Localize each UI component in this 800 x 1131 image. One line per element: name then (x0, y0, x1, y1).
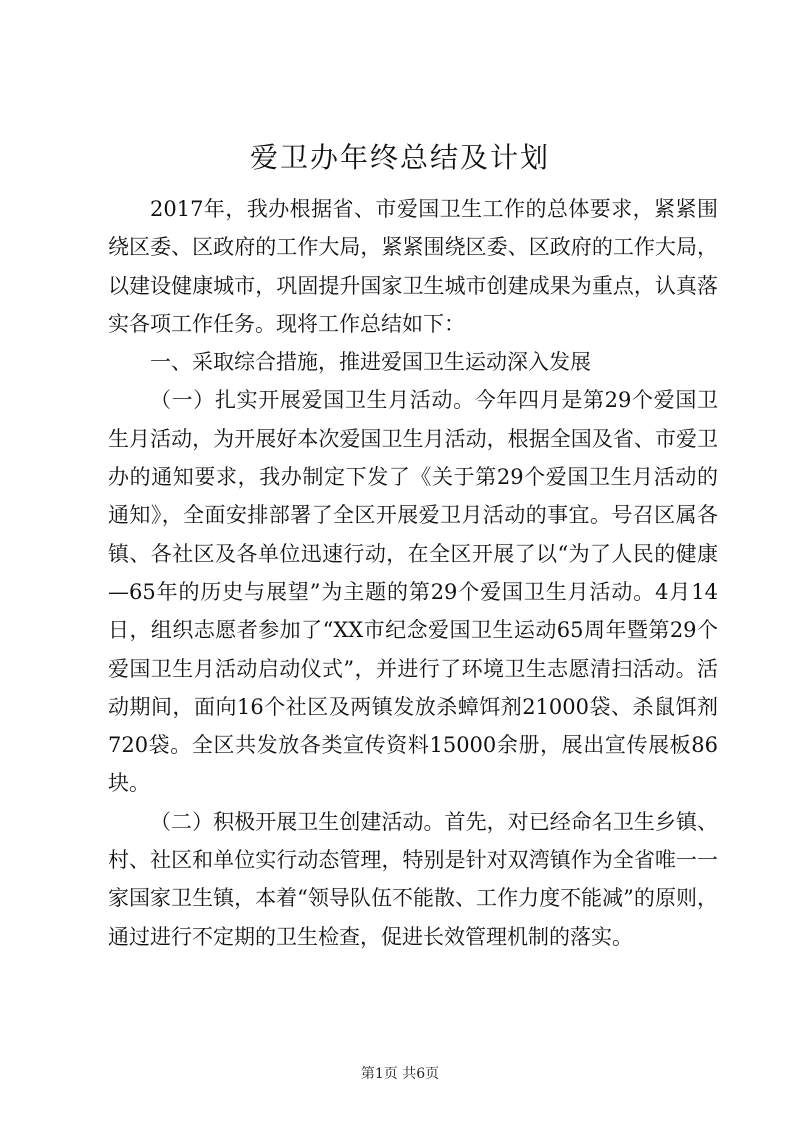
page-number-footer: 第1页 共6页 (360, 1066, 440, 1082)
section-heading: 一、采取综合措施，推进爱国卫生运动深入发展 (150, 350, 591, 375)
document-title: 爱卫办年终总结及计划 (249, 141, 550, 174)
intro-paragraph: 2017年，我办根据省、市爱国卫生工作的总体要求，紧紧围绕区委、区政府的工作大局，紧紧围绕区委、区政府的工作大局，以建设健康城市，巩固提升国家卫生城市创建成果为重点，认真落实各项工作任务。现将工作总结如下： (108, 197, 718, 336)
document-body (108, 190, 718, 956)
body-paragraph: （一）扎实开展爱国卫生月活动。今年四月是第29个爱国卫生月活动，为开展好本次爱国卫生月活动，根据全国及省、市爱卫办的通知要求，我办制定下发了《关于第29个爱国卫生月活动的通知》，全面安排部署了全区开展爱卫月活动的事宜。号召区属各镇、各社区及各单位迅速行动，在全区开展了以“为了人民的健康—65年的历史与展望”为主题的第29个爱国卫生月活动。4月14日，组织志愿者参加了“XX市纪念爱国卫生运动65周年暨第29个爱国卫生月活动启动仪式”，并进行了环境卫生志愿清扫活动。活动期间，面向16个社区及两镇发放杀蟑饵剂21000袋、杀鼠饵剂720袋。全区共发放各类宣传资料15000余册，展出宣传展板86块。 (108, 388, 718, 796)
body-paragraph: （二）积极开展卫生创建活动。首先，对已经命名卫生乡镇、村、社区和单位实行动态管理，特别是针对双湾镇作为全省唯一一家国家卫生镇，本着“领导队伍不能散、工作力度不能减”的原则，通过进行不定期的卫生检查，促进长效管理机制的落实。 (108, 809, 718, 949)
